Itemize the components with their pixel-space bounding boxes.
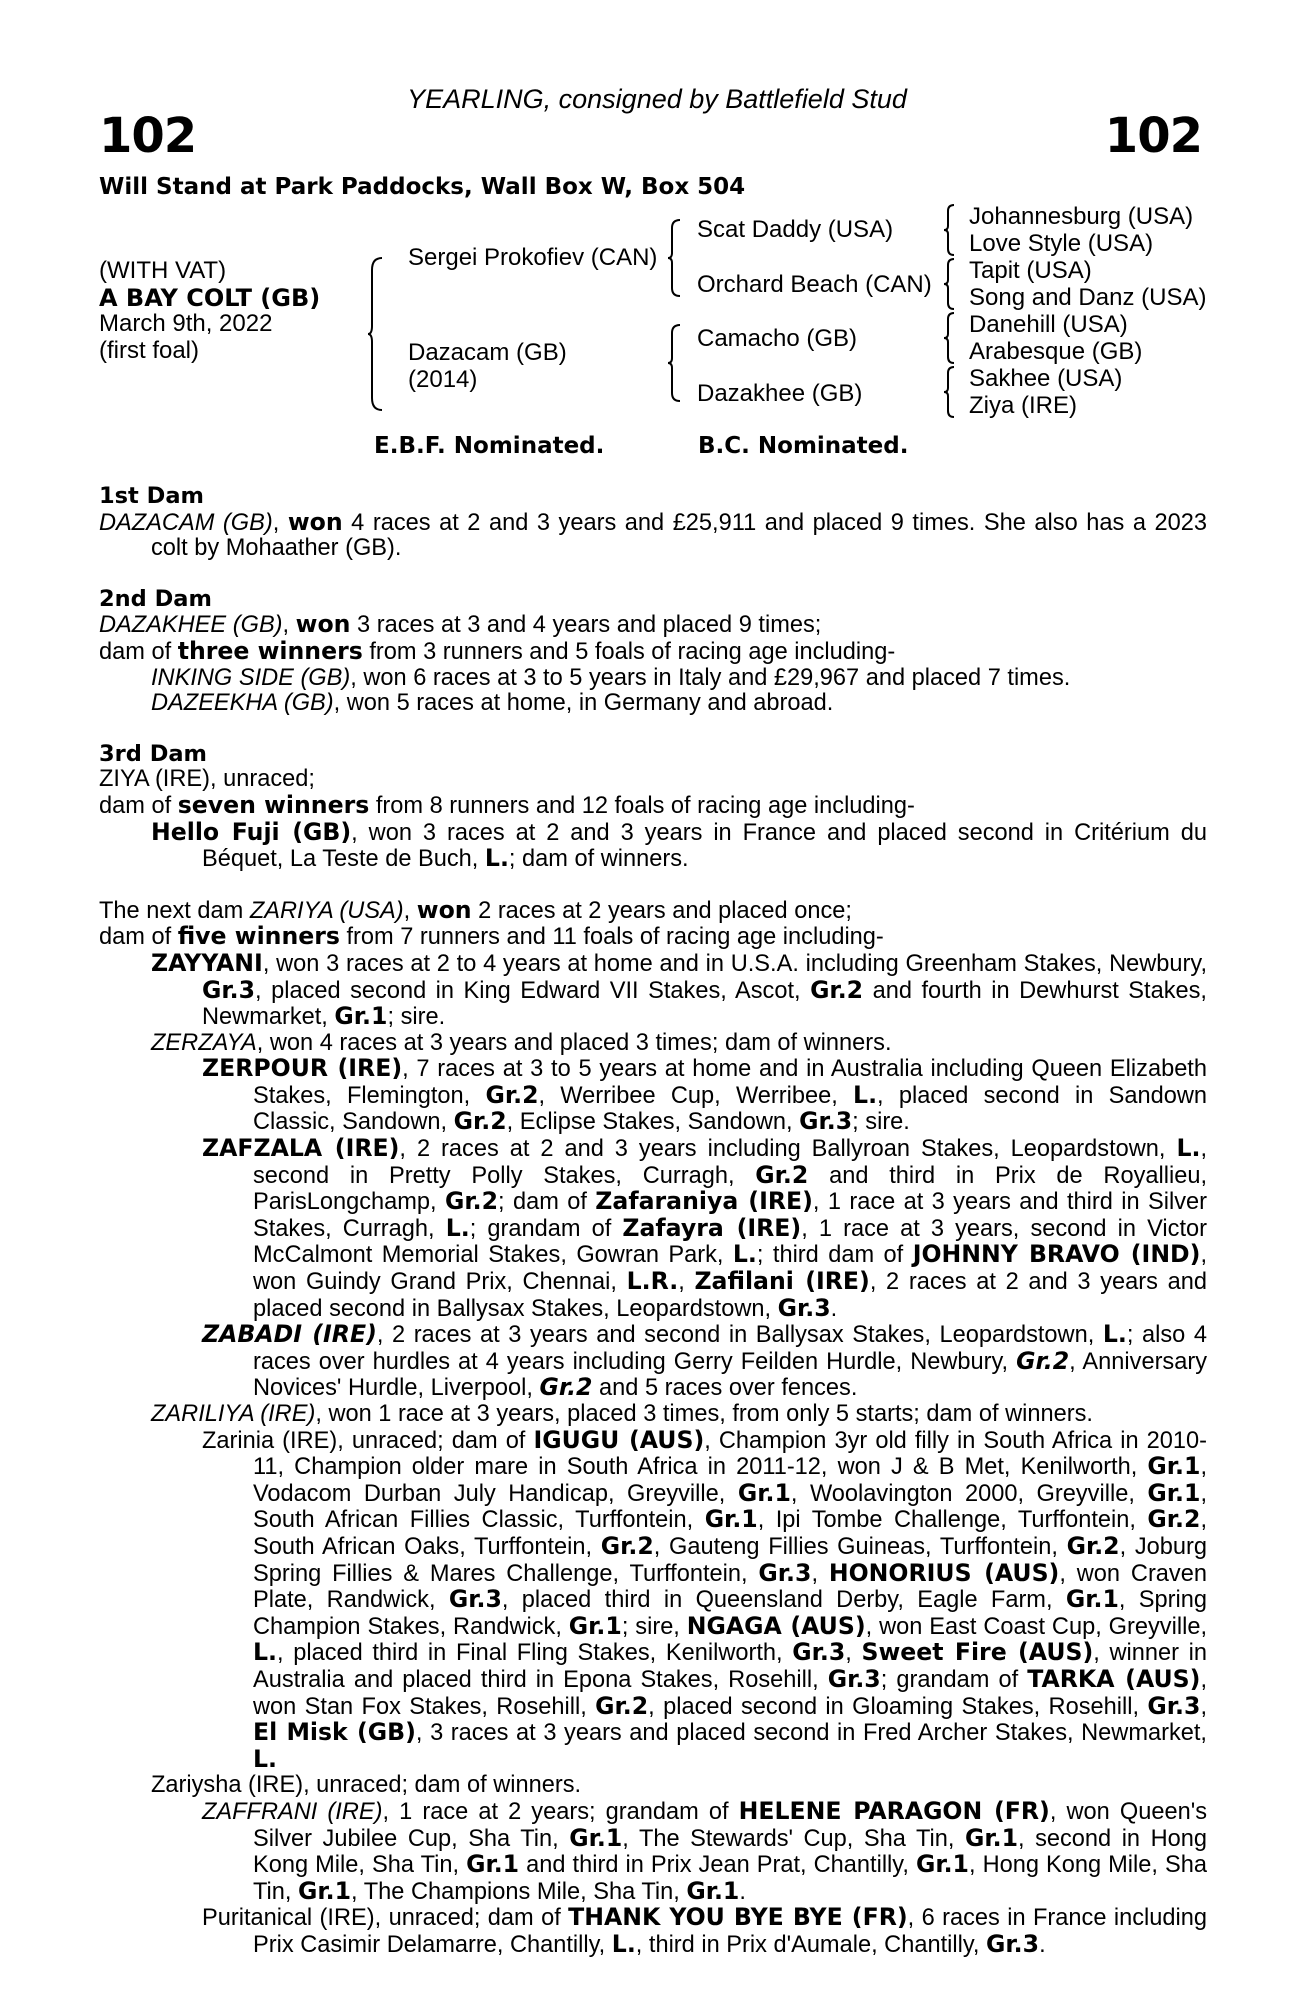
grade: Gr.3 xyxy=(799,1107,853,1136)
winners-count: five winners xyxy=(177,922,340,951)
pedigree-bracket-g3 xyxy=(944,313,956,363)
produce-entry xyxy=(99,948,1207,1031)
horse-name: ZABADI (IRE) xyxy=(202,1320,377,1349)
third-dam-record: ZIYA (IRE), unraced; xyxy=(99,766,315,793)
text: ; dam of winners. xyxy=(508,846,689,873)
text: , xyxy=(403,897,417,924)
subject-description: A BAY COLT (GB) xyxy=(99,284,321,312)
third-dam-section xyxy=(99,742,1207,873)
grade: Gr.1 xyxy=(915,1850,969,1879)
gg-sire-4: Sakhee (USA) xyxy=(969,365,1123,392)
produce-entry xyxy=(99,1031,1207,1057)
text: , Eclipse Stakes, Sandown, xyxy=(506,1109,800,1136)
horse-name: ZAFFRANI (IRE) xyxy=(202,1798,383,1825)
next-dam-record xyxy=(99,895,1207,925)
grade: Gr.2 xyxy=(1147,1505,1201,1534)
text: ; sire, xyxy=(621,1613,687,1640)
grade: L. xyxy=(253,1638,277,1667)
text: , Spring Champion Stakes, Randwick, xyxy=(253,1587,1207,1640)
grade: Gr.1 xyxy=(1065,1585,1119,1614)
text: Puritanical (IRE), unraced; dam of xyxy=(202,1905,569,1932)
pedigree-bracket-g4 xyxy=(944,367,956,417)
text: , third in Prix d'Aumale, Chantilly, xyxy=(635,1931,987,1958)
grade: Gr.3 xyxy=(986,1929,1040,1958)
grade: L. xyxy=(484,844,509,873)
text: from 7 runners and 11 foals of racing age including- xyxy=(339,924,884,951)
grade: Gr.1 xyxy=(569,1823,623,1852)
gg-dam-4: Ziya (IRE) xyxy=(969,392,1077,419)
text: , Gauteng Fillies Guineas, Turffontein, xyxy=(653,1533,1067,1560)
horse-name: ZARILIYA (IRE) xyxy=(151,1401,316,1427)
second-dam-text: 3 races at 3 and 4 years and placed 9 times; xyxy=(350,612,822,639)
next-dam-produce-summary xyxy=(99,924,1207,951)
dam-name: Dazacam (GB) xyxy=(408,339,567,366)
first-dam-name: DAZACAM (GB) xyxy=(99,509,273,536)
horse-name: DAZEEKHA (GB) xyxy=(151,690,334,717)
grade: L. xyxy=(853,1080,878,1109)
foaling-date: March 9th, 2022 xyxy=(99,310,273,337)
dam-sire: Camacho (GB) xyxy=(697,325,858,352)
horse-name: Zafayra (IRE) xyxy=(622,1213,802,1242)
won-word: won xyxy=(287,507,343,536)
grade: Gr.1 xyxy=(1147,1452,1201,1481)
text: , 6 races in France including Prix Casimir Delamarre, Chantilly, xyxy=(253,1905,1207,1958)
grade: Gr.1 xyxy=(704,1505,758,1534)
grade: Gr.2 xyxy=(539,1373,593,1402)
produce-entry xyxy=(99,1905,1207,1958)
produce-entry: Zariysha (IRE), unraced; dam of winners. xyxy=(151,1772,582,1799)
consignment-line: YEARLING, consigned by Battlefield Stud xyxy=(407,84,907,114)
produce-entry xyxy=(99,817,1207,873)
text: , xyxy=(811,1560,829,1587)
produce-entry xyxy=(99,1402,1207,1428)
text: . xyxy=(739,1878,746,1905)
second-dam-record: DAZAKHEE (GB), won 3 races at 3 and 4 years and placed 9 times; xyxy=(99,610,822,639)
text: and third in Prix Jean Prat, Chantilly, xyxy=(519,1852,916,1879)
text: , placed second in Gloaming Stakes, Rosehill, xyxy=(648,1693,1148,1720)
text: , 2 races at 2 and 3 years and placed second in Ballysax Stakes, Leopardstown, xyxy=(253,1269,1207,1322)
text: ; also 4 races over hurdles at 4 years including Gerry Feilden Hurdle, Newbury, xyxy=(253,1322,1207,1375)
third-dam-produce-summary xyxy=(99,790,1207,820)
horse-name: NGAGA (AUS) xyxy=(686,1611,866,1640)
lot-number-left: 102 xyxy=(99,108,197,164)
won-word: won xyxy=(416,895,472,924)
grade: L. xyxy=(611,1929,636,1958)
grade: Gr.3 xyxy=(758,1558,812,1587)
text: , xyxy=(845,1640,862,1667)
produce-entry xyxy=(99,1425,1208,1774)
grade: Gr.3 xyxy=(777,1293,831,1322)
text: , won 4 races at 3 years and placed 3 times; dam of winners. xyxy=(256,1029,892,1056)
horse-name: ZAFZALA (IRE) xyxy=(202,1134,400,1163)
text: , won East Coast Cup, Greyville, xyxy=(865,1613,1207,1640)
gg-sire-2: Tapit (USA) xyxy=(969,257,1092,284)
horse-name: JOHNNY BRAVO (IND) xyxy=(912,1240,1201,1269)
gg-dam-3: Arabesque (GB) xyxy=(969,338,1143,365)
second-dam-name: DAZAKHEE (GB) xyxy=(99,612,283,639)
text: , placed third in Final Fling Stakes, Kenilworth, xyxy=(277,1640,793,1667)
grade: Gr.1 xyxy=(334,1002,388,1031)
text: , The Stewards' Cup, Sha Tin, xyxy=(622,1825,965,1852)
horse-name: ZERZAYA xyxy=(151,1029,257,1056)
grade: L. xyxy=(1176,1134,1201,1163)
sire-name: Sergei Prokofiev (CAN) xyxy=(408,244,658,271)
grade: Gr.1 xyxy=(964,1823,1018,1852)
gg-dam-2: Song and Danz (USA) xyxy=(969,284,1207,311)
grade: Gr.2 xyxy=(1016,1346,1070,1375)
horse-name: Hello Fuji (GB) xyxy=(151,817,352,846)
grade: Gr.2 xyxy=(445,1187,499,1216)
text: . xyxy=(830,1295,838,1322)
text: , second in Pretty Polly Stakes, Curragh, xyxy=(253,1136,1207,1189)
produce-entry xyxy=(99,1056,1207,1136)
horse-name: Zafaraniya (IRE) xyxy=(595,1187,813,1216)
text: , won Queen's Silver Jubilee Cup, Sha Tin, xyxy=(253,1798,1208,1852)
horse-name: HELENE PARAGON (FR) xyxy=(738,1796,1050,1825)
grade: Gr.2 xyxy=(595,1691,649,1720)
text: , won Stan Fox Stakes, Rosehill, xyxy=(253,1666,1207,1720)
text: , Woolavington 2000, Greyville, xyxy=(790,1480,1148,1507)
horse-name: ZERPOUR (IRE) xyxy=(202,1054,403,1083)
horse-name: TARKA (AUS) xyxy=(1027,1664,1201,1693)
text: , The Champions Mile, Sha Tin, xyxy=(351,1878,687,1905)
pedigree-bracket-1 xyxy=(368,258,384,410)
text: . xyxy=(1039,1931,1046,1958)
grade: L. xyxy=(253,1744,277,1773)
text: The next dam xyxy=(99,897,250,924)
grade: Gr.2 xyxy=(453,1107,507,1136)
text: , placed second in Sandown Classic, Sandown, xyxy=(253,1082,1207,1136)
text: , won 5 races at home, in Germany and abroad. xyxy=(333,690,834,717)
horse-name: El Misk (GB) xyxy=(253,1718,416,1747)
produce-entry xyxy=(99,691,1207,717)
grade: Gr.1 xyxy=(568,1611,622,1640)
second-dam-section xyxy=(99,587,1207,717)
text: ; third dam of xyxy=(756,1242,913,1269)
horse-name: HONORIUS (AUS) xyxy=(828,1558,1060,1587)
grade: Gr.2 xyxy=(600,1531,654,1560)
text: , Vodacom Durban July Handicap, Greyville, xyxy=(253,1454,1207,1507)
text: , Joburg Spring Fillies & Mares Challenge, Turffontein, xyxy=(253,1533,1207,1587)
text: ; sire. xyxy=(852,1109,910,1136)
text: Zarinia (IRE), unraced; dam of xyxy=(202,1427,534,1454)
grade: Gr.3 xyxy=(448,1585,502,1614)
grade: Gr.3 xyxy=(202,975,256,1004)
produce-entry xyxy=(99,1322,1207,1402)
text: dam of xyxy=(99,792,178,819)
horse-name: Zafilani (IRE) xyxy=(694,1267,870,1296)
grade: Gr.2 xyxy=(1066,1531,1120,1560)
text: , South African Oaks, Turffontein, xyxy=(253,1507,1207,1560)
gg-sire-1: Johannesburg (USA) xyxy=(969,203,1194,230)
horse-name: INKING SIDE (GB) xyxy=(151,664,351,691)
text: , xyxy=(1200,1693,1207,1720)
first-dam-text: 4 races at 2 and 3 years and £25,911 and placed 9 times. She also has a 2023 colt by Mohaather (GB). xyxy=(151,509,1207,562)
stand-location: Will Stand at Park Paddocks, Wall Box W, Box 504 xyxy=(99,174,746,200)
sire-sire: Scat Daddy (USA) xyxy=(697,216,894,243)
horse-name: ZAYYANI xyxy=(151,948,263,977)
text: , South African Fillies Classic, Turffontein, xyxy=(253,1480,1207,1534)
first-dam-section xyxy=(99,484,1207,562)
pedigree-bracket-dam xyxy=(668,325,682,401)
grade: L. xyxy=(1102,1320,1127,1349)
text: from 8 runners and 12 foals of racing age including- xyxy=(369,792,915,819)
next-dam-section xyxy=(99,895,1208,1959)
text: , winner in Australia and placed third in Epona Stakes, Rosehill, xyxy=(253,1640,1207,1693)
grade: Gr.2 xyxy=(810,975,864,1004)
gg-sire-3: Danehill (USA) xyxy=(969,311,1128,338)
third-dam-heading: 3rd Dam xyxy=(99,740,207,767)
grade: Gr.1 xyxy=(1147,1478,1201,1507)
vat-note: (WITH VAT) xyxy=(99,257,227,284)
produce-entry xyxy=(99,1796,1208,1905)
first-dam-heading: 1st Dam xyxy=(99,483,204,509)
pedigree-bracket-g2 xyxy=(944,259,956,309)
lot-number-right: 102 xyxy=(1104,108,1202,164)
grade: Gr.1 xyxy=(737,1478,791,1507)
text: from 3 runners and 5 foals of racing age including- xyxy=(362,638,896,665)
next-dam-name: ZARIYA (USA) xyxy=(249,897,404,924)
gg-dam-1: Love Style (USA) xyxy=(969,230,1154,257)
text: and fourth in Dewhurst Stakes, Newmarket, xyxy=(202,977,1207,1031)
second-dam-heading: 2nd Dam xyxy=(99,585,212,612)
text: , 1 race at 3 years, second in Victor McCalmont Memorial Stakes, Gowran Park, xyxy=(253,1215,1207,1269)
ebf-nominated: E.B.F. Nominated. xyxy=(374,433,605,459)
text: dam of xyxy=(99,924,178,951)
bc-nominated: B.C. Nominated. xyxy=(698,433,909,459)
text: , 2 races at 3 years and second in Ballysax Stakes, Leopardstown, xyxy=(376,1322,1103,1349)
horse-name: IGUGU (AUS) xyxy=(533,1425,705,1454)
text: dam of xyxy=(99,638,178,665)
grade: L.R. xyxy=(626,1267,679,1296)
text: , won 3 races at 2 and 3 years in France and placed second in Critérium du Béquet, La Teste de Buch, xyxy=(202,819,1207,873)
grade: L. xyxy=(445,1213,470,1242)
won-word: won xyxy=(295,610,351,639)
grade: Gr.3 xyxy=(1147,1691,1201,1720)
grade: Gr.1 xyxy=(466,1850,520,1879)
text: , Hong Kong Mile, Sha Tin, xyxy=(253,1852,1207,1905)
produce-entry xyxy=(99,1136,1207,1322)
produce-entry xyxy=(99,666,1207,692)
grade: Gr.2 xyxy=(755,1160,809,1189)
text: ; grandam of xyxy=(880,1666,1028,1693)
text: , 7 races at 3 to 5 years at home and in Australia including Queen Elizabeth Stakes, Flemington, xyxy=(253,1056,1207,1109)
text: , 1 race at 3 years and third in Silver Stakes, Curragh, xyxy=(253,1189,1207,1242)
text: , placed third in Queensland Derby, Eagle Farm, xyxy=(501,1587,1066,1614)
first-foal-note: (first foal) xyxy=(99,337,200,364)
pedigree-bracket-sire xyxy=(668,220,682,296)
text: ; sire. xyxy=(387,1004,446,1031)
text: ; dam of xyxy=(498,1189,596,1216)
winners-count: seven winners xyxy=(177,790,370,819)
text: 2 races at 2 years and placed once; xyxy=(471,897,852,924)
grade: Gr.3 xyxy=(827,1664,881,1693)
text: , Ipi Tombe Challenge, Turffontein, xyxy=(757,1507,1148,1534)
first-dam-record: DAZACAM (GB), won 4 races at 2 and 3 years and £25,911 and placed 9 times. She also has a 2023 colt by Mohaather (GB). xyxy=(99,507,1207,562)
dam-year: (2014) xyxy=(408,366,478,393)
text: , 1 race at 2 years; grandam of xyxy=(382,1798,739,1825)
text: ; grandam of xyxy=(469,1215,623,1242)
horse-name: Sweet Fire (AUS) xyxy=(861,1638,1094,1667)
text: and 5 races over fences. xyxy=(592,1375,858,1402)
text: , won 3 races at 2 to 4 years at home and in U.S.A. including Greenham Stakes, Newbury, xyxy=(262,950,1207,977)
text: , second in Hong Kong Mile, Sha Tin, xyxy=(253,1825,1207,1879)
text: , won Guindy Grand Prix, Chennai, xyxy=(253,1242,1207,1296)
second-dam-produce-summary xyxy=(99,636,1207,666)
grade: L. xyxy=(732,1240,757,1269)
text: , placed second in King Edward VII Stakes, Ascot, xyxy=(255,977,811,1004)
text: , Anniversary Novices' Hurdle, Liverpool, xyxy=(253,1348,1207,1402)
grade: Gr.1 xyxy=(298,1876,352,1905)
produce-record xyxy=(99,484,1207,1958)
text: , Werribee Cup, Werribee, xyxy=(538,1082,854,1109)
text: , won Craven Plate, Randwick, xyxy=(253,1560,1207,1614)
text: and third in Prix de Royallieu, ParisLongchamp, xyxy=(253,1162,1208,1216)
grade: Gr.3 xyxy=(792,1638,846,1667)
winners-count: three winners xyxy=(177,636,363,665)
text: , 3 races at 3 years and placed second in Fred Archer Stakes, Newmarket, xyxy=(415,1720,1207,1747)
horse-name: THANK YOU BYE BYE (FR) xyxy=(568,1903,908,1932)
grade: Gr.2 xyxy=(485,1080,539,1109)
dam-dam: Dazakhee (GB) xyxy=(697,380,863,407)
text: , won 1 race at 3 years, placed 3 times, from only 5 starts; dam of winners. xyxy=(315,1401,1093,1427)
pedigree-bracket-g1 xyxy=(944,205,956,255)
sire-dam: Orchard Beach (CAN) xyxy=(697,271,932,298)
grade: Gr.1 xyxy=(686,1876,740,1905)
text: , Champion 3yr old filly in South Africa in 2010-11, Champion older mare in South Africa in 2011-12, won J & B Met, Kenilworth, xyxy=(253,1427,1208,1481)
text: , won 6 races at 3 to 5 years in Italy and £29,967 and placed 7 times. xyxy=(350,664,1071,691)
text: , xyxy=(678,1269,695,1296)
text: , 2 races at 2 and 3 years including Ballyroan Stakes, Leopardstown, xyxy=(399,1136,1177,1163)
